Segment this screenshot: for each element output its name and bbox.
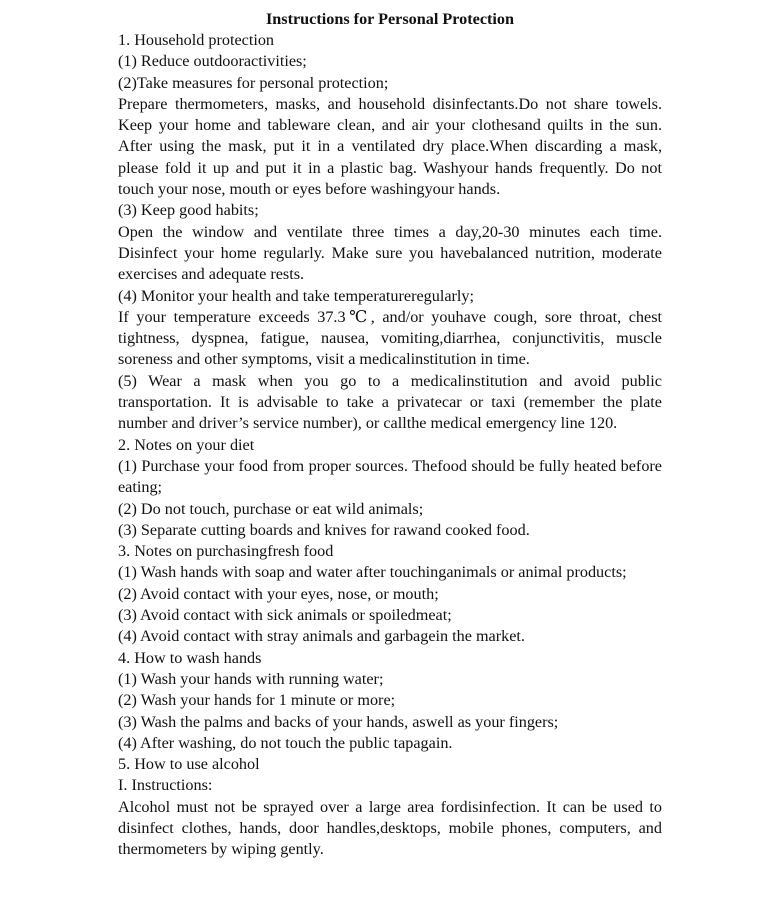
- text-line: 2. Notes on your diet: [118, 435, 255, 454]
- paragraph: (1) Purchase your food from proper sources. Thefood should be fully heated before eating;: [118, 456, 662, 497]
- text-line: (2) Wash your hands for 1 minute or more;: [118, 691, 396, 710]
- text-line: (4) Monitor your health and take temperatureregularly;: [118, 286, 474, 305]
- paragraph: Open the window and ventilate three times a day,20-30 minutes each time. Disinfect your home regularly. Make sure you havebalanced nutrition, moderate exercises and adequate rests.: [118, 222, 662, 284]
- text-line: (4) Avoid contact with stray animals and garbagein the market.: [118, 627, 525, 646]
- paragraph: (5) Wear a mask when you go to a medicalinstitution and avoid public transportation. It is advisable to take a privatecar or taxi (remember the plate number and driver’s service number), or callthe medical emergency line 120.: [118, 371, 662, 433]
- paragraph: (1) Wash hands with soap and water after touchinganimals or animal products;: [118, 563, 627, 582]
- text-line: (4) After washing, do not touch the public tapagain.: [118, 733, 453, 752]
- text-line: 5. How to use alcohol: [118, 755, 260, 774]
- document-title: Instructions for Personal Protection: [265, 10, 515, 28]
- text-line: (2) Avoid contact with your eyes, nose, or mouth;: [118, 584, 439, 603]
- text-line: (2)Take measures for personal protection;: [118, 73, 389, 92]
- text-line: 4. How to wash hands: [118, 648, 262, 667]
- text-line: (3) Keep good habits;: [118, 201, 259, 220]
- text-line: (3) Avoid contact with sick animals or spoiledmeat;: [118, 606, 452, 625]
- document: [118, 8, 662, 861]
- paragraph: Alcohol must not be sprayed over a large area fordisinfection. It can be used to disinfect clothes, hands, door handles,desktops, mobile phones, computers, and thermometers by wiping gently.: [118, 797, 662, 859]
- document-body: [118, 30, 662, 861]
- paragraph: If your temperature exceeds 37.3℃, and/or youhave cough, sore throat, chest tightness, dyspnea, fatigue, nausea, vomiting,diarrhea, conjunctivitis, muscle soreness and other symptoms, visit a medicalinstitution in time.: [118, 307, 662, 369]
- text-line: 1. Household protection: [118, 31, 275, 49]
- text-line: I. Instructions:: [118, 776, 213, 795]
- paragraph: Prepare thermometers, masks, and household disinfectants.Do not share towels. Keep your home and tableware clean, and air your clothesand quilts in the sun. After using the mask, put it in a ventilated dry place.When discarding a mask, please fold it up and put it in a plastic bag. Washyour hands frequently. Do not touch your nose, mouth or eyes before washingyour hands.: [118, 94, 662, 199]
- text-line: 3. Notes on purchasingfresh food: [118, 542, 334, 561]
- text-line: (3) Separate cutting boards and knives for rawand cooked food.: [118, 520, 530, 539]
- text-line: (3) Wash the palms and backs of your hands, aswell as your fingers;: [118, 712, 559, 731]
- text-line: (2) Do not touch, purchase or eat wild animals;: [118, 499, 424, 518]
- text-line: (1) Reduce outdooractivities;: [118, 52, 307, 71]
- text-line: (1) Wash your hands with running water;: [118, 669, 384, 688]
